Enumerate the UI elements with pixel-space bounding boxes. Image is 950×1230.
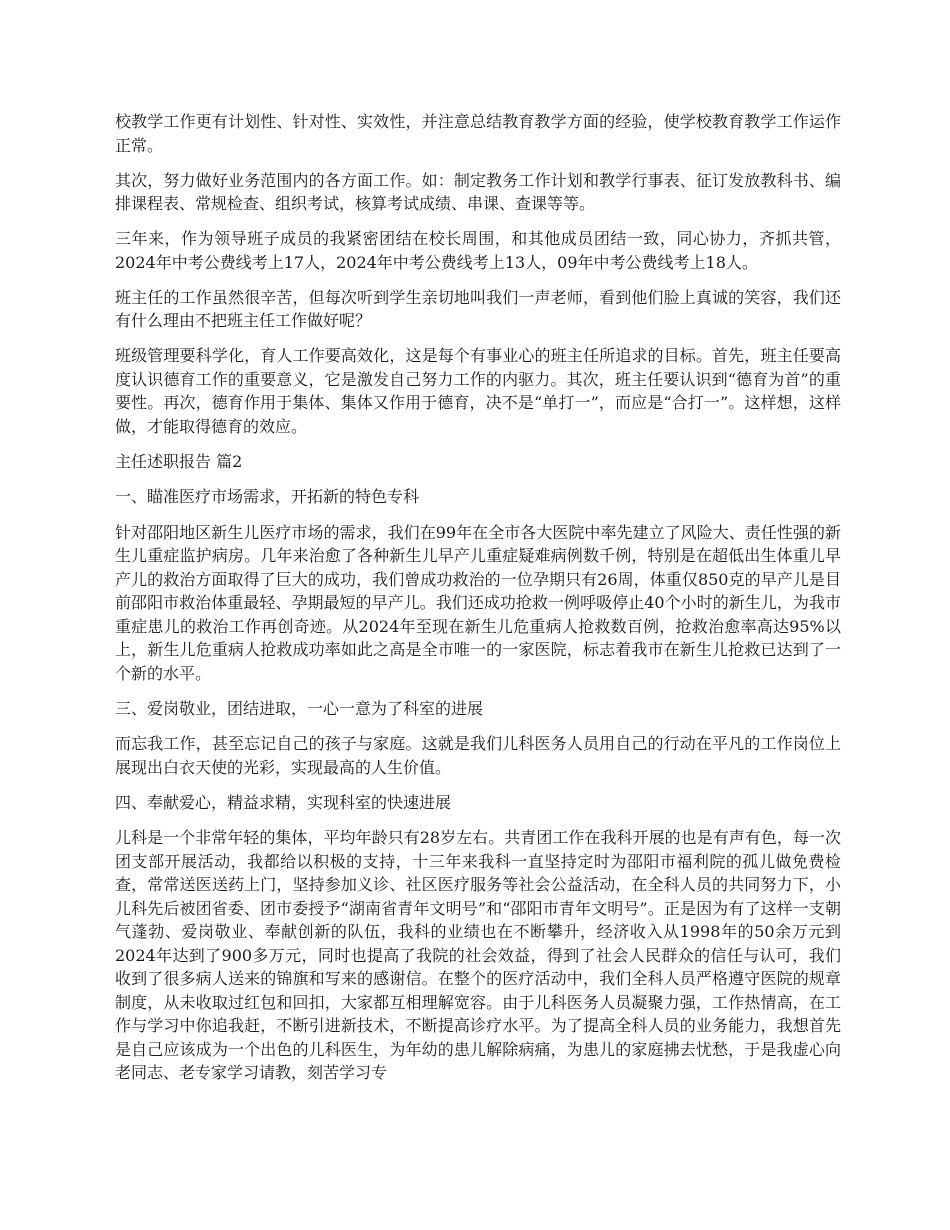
paragraph: 三年来，作为领导班子成员的我紧密团结在校长周围，和其他成员团结一致，同心协力，齐抓共管，2024年中考公费线考上17人，2024年中考公费线考上13人，09年中考公费线考上18人。 bbox=[115, 229, 841, 272]
paragraph: 其次，努力做好业务范围内的各方面工作。如：制定教务工作计划和教学行事表、征订发放教科书、编排课程表、常规检查、组织考试，核算考试成绩、串课、查课等等。 bbox=[115, 170, 841, 213]
section-heading: 一、瞄准医疗市场需求，开拓新的特色专科 bbox=[115, 487, 420, 506]
paragraph: 班主任的工作虽然很辛苦，但每次听到学生亲切地叫我们一声老师，看到他们脸上真诚的笑容，我们还有什么理由不把班主任工作做好呢？ bbox=[115, 287, 841, 330]
section-heading: 三、爱岗敬业，团结进取，一心一意为了科室的进展 bbox=[115, 698, 484, 718]
paragraph: 针对邵阳地区新生儿医疗市场的需求，我们在99年在全市各大医院中率先建立了风险大、责任性强的新生儿重症监护病房。几年来治愈了各种新生儿早产儿重症疑难病例数千例，特别是在超低出生体重儿早产儿的救治方面取得了巨大的成功，我们曾成功救治的一位孕期只有26周，体重仅850克的早产儿是目前邵阳市救治体重最轻、孕期最短的早产儿。我们还成功抢救一例呼吸停止40个小时的新生儿，为我市重症患儿的救治工作再创奇迹。从2024年至现在新生儿危重病人抢救数百例，抢救治愈率高达95%以上，新生儿危重病人抢救成功率如此之高是全市唯一的一家医院，标志着我市在新生儿抢救已达到了一个新的水平。 bbox=[115, 522, 841, 683]
paragraph: 班级管理要科学化，育人工作要高效化，这是每个有事业心的班主任所追求的目标。首先，班主任要高度认识德育工作的重要意义，它是激发自己努力工作的内驱力。其次，班主任要认识到“德育为首”的重要性。再次，德育作用于集体、集体又作用于德育，决不是“单打一”，而应是“合打一”。这样想，这样做，才能取得德育的效应。 bbox=[115, 346, 841, 436]
paragraph: 而忘我工作，甚至忘记自己的孩子与家庭。这就是我们儿科医务人员用自己的行动在平凡的工作岗位上展现出白衣天使的光彩，实现最高的人生价值。 bbox=[115, 734, 841, 777]
paragraph: 儿科是一个非常年轻的集体，平均年龄只有28岁左右。共青团工作在我科开展的也是有声有色，每一次团支部开展活动，我都给以积极的支持，十三年来我科一直坚持定时为邵阳市福利院的孤儿做免费检查，常常送医送药上门，坚持参加义诊、社区医疗服务等社会公益活动，在全科人员的共同努力下，小儿科先后被团省委、团市委授予“湖南省青年文明号”和“邵阳市青年文明号”。正是因为有了这样一支朝气蓬勃、爱岗敬业、奉献创新的队伍，我科的业绩也在不断攀升，经济收入从1998年的50余万元到2024年达到了900多万元，同时也提高了我院的社会效益，得到了社会人民群众的信任与认可，我们收到了很多病人送来的锦旗和写来的感谢信。在整个的医疗活动中，我们全科人员严格遵守医院的规章制度，从未收取过红包和回扣，大家都互相理解宽容。由于儿科医务人员凝聚力强，工作热情高，在工作与学习中你追我赶，不断引进新技术，不断提高诊疗水平。为了提高全科人员的业务能力，我想首先是自己应该成为一个出色的儿科医生，为年幼的患儿解除病痛，为患儿的家庭拂去忧愁，于是我虚心向老同志、老专家学习请教，刻苦学习专 bbox=[115, 828, 841, 1082]
document-page bbox=[115, 110, 841, 1096]
section-heading: 四、奉献爱心，精益求精，实现科室的快速进展 bbox=[115, 792, 452, 812]
section-heading: 主任述职报告 篇2 bbox=[115, 451, 243, 471]
paragraph: 校教学工作更有计划性、针对性、实效性，并注意总结教育教学方面的经验，使学校教育教学工作运作正常。 bbox=[115, 112, 841, 155]
